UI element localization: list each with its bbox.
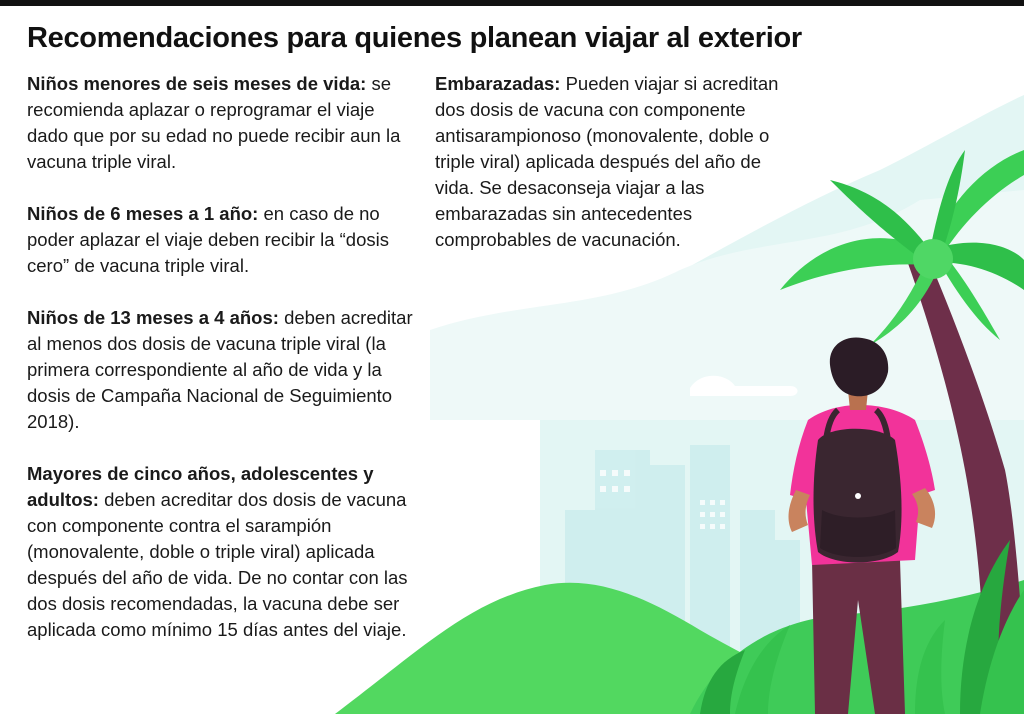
recommendation-13-months-to-4-years bbox=[27, 305, 417, 435]
block-body: deben acreditar dos dosis de vacuna con componente contra el sarampión (monovalente, doble o triple viral) aplicada después del año de vida. De no contar con las dos dosis recomendadas, la vacuna debe ser aplicada como mínimo 15 días antes del viaje. bbox=[27, 489, 408, 640]
block-heading: Niños de 6 meses a 1 año: bbox=[27, 203, 259, 224]
recommendation-6-months-to-1-year bbox=[27, 201, 417, 279]
coconut bbox=[913, 239, 953, 279]
block-heading: Mayores de cinco años, adolescentes y adultos: bbox=[27, 463, 374, 510]
block-heading: Niños de 13 meses a 4 años: bbox=[27, 307, 279, 328]
block-body: Pueden viajar si acreditan dos dosis de vacuna con componente antisarampionoso (monovalente, doble o triple viral) aplicada después del año de vida. Se desaconseja viajar a las embarazadas sin antecedentes comprobables de vacunación. bbox=[435, 73, 779, 250]
page-title: Recomendaciones para quienes planean viajar al exterior bbox=[27, 22, 802, 54]
block-body: se recomienda aplazar o reprogramar el viaje dado que por su edad no puede recibir aun la vacuna triple viral. bbox=[27, 73, 401, 172]
right-column bbox=[435, 71, 785, 279]
recommendation-infants-under-6-months bbox=[27, 71, 417, 175]
block-heading: Niños menores de seis meses de vida: bbox=[27, 73, 367, 94]
left-column bbox=[27, 71, 417, 669]
block-heading: Embarazadas: bbox=[435, 73, 561, 94]
recommendation-pregnant bbox=[435, 71, 785, 253]
backpack-button bbox=[855, 493, 861, 499]
block-body: deben acreditar al menos dos dosis de vacuna triple viral (la primera correspondiente al año de vida y la dosis de Campaña Nacional de Seguimiento 2018). bbox=[27, 307, 413, 432]
recommendation-over-5-years bbox=[27, 461, 417, 643]
block-body: en caso de no poder aplazar el viaje deben recibir la “dosis cero” de vacuna triple viral. bbox=[27, 203, 389, 276]
